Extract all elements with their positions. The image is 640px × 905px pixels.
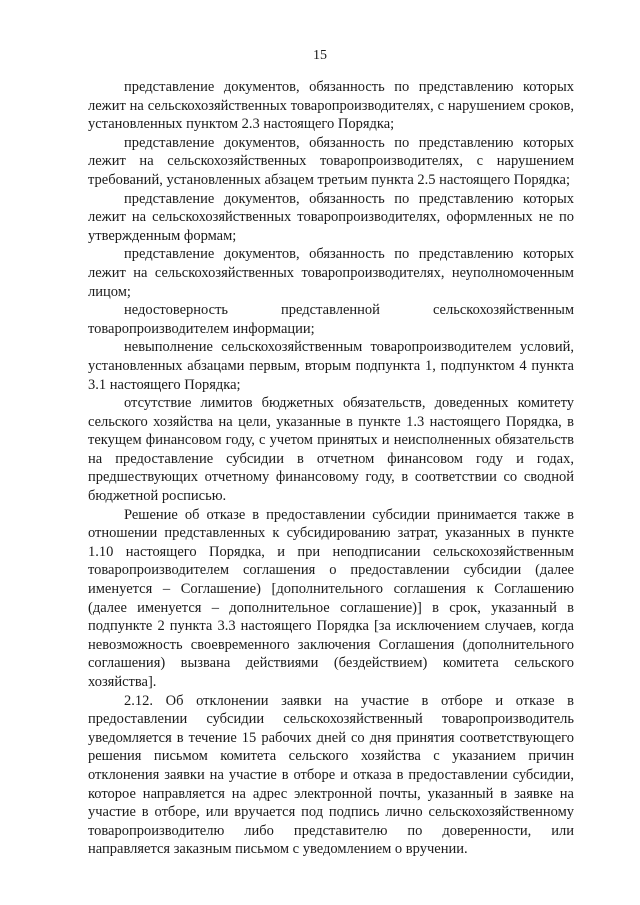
paragraph-2: представление документов, обязанность по представлению которых лежит на сельскохозяйственных товаропроизводителях, с нарушением требований, установленных абзацем третьим пункта 2.5 настоящего Порядка; bbox=[88, 134, 574, 188]
paragraph-9: 2.12. Об отклонении заявки на участие в отборе и отказе в предоставлении субсидии сельскохозяйственный товаропроизводитель уведомляется в течение 15 рабочих дней со дня принятия соответствующего решения письмом комитета сельского хозяйства с указанием причин отклонения заявки на участие в отборе и отказа в предоставлении субсидии, которое направляется на адрес электронной почты, указанный в заявке на участие в отборе, или вручается под подпись лично сельскохозяйственному товаропроизводителю либо представителю по доверенности, или направляется заказным письмом с уведомлением о вручении. bbox=[88, 692, 574, 858]
paragraph-7: отсутствие лимитов бюджетных обязательств, доведенных комитету сельского хозяйства на цели, указанные в пункте 1.3 настоящего Порядка, в текущем финансовом году, с учетом принятых и неисполненных обязательств на предоставление субсидии в отчетном финансовом году и годах, предшествующих отчетному финансовому году, в соответствии со сводной бюджетной росписью. bbox=[88, 395, 574, 505]
page-number: 15 bbox=[313, 48, 327, 63]
document-body bbox=[88, 78, 574, 859]
paragraph-4: представление документов, обязанность по представлению которых лежит на сельскохозяйственных товаропроизводителях, неуполномоченным лицом; bbox=[88, 246, 574, 300]
paragraph-8: Решение об отказе в предоставлении субсидии принимается также в отношении представленных к субсидированию затрат, указанных в пункте 1.10 настоящего Порядка, и при неподписании сельскохозяйственным товаропроизводителем соглашения о предоставлении субсидии (далее именуется – Соглашение) [дополнительного соглашения к Соглашению (далее именуется – дополнительное соглашение)] в срок, указанный в подпункте 2 пункта 3.3 настоящего Порядка [за исключением случаев, когда невозможность своевременного заключения Соглашения (дополнительного соглашения) вызвана действиями (бездействием) комитета сельского хозяйства]. bbox=[88, 506, 574, 690]
paragraph-5: недостоверность представленной сельскохозяйственным товаропроизводителем информации; bbox=[88, 302, 574, 337]
paragraph-3: представление документов, обязанность по представлению которых лежит на сельскохозяйственных товаропроизводителях, оформленных не по утвержденным формам; bbox=[88, 190, 574, 244]
paragraph-6: невыполнение сельскохозяйственным товаропроизводителем условий, установленных абзацами первым, вторым подпункта 1, подпунктом 4 пункта 3.1 настоящего Порядка; bbox=[88, 339, 574, 393]
paragraph-1: представление документов, обязанность по представлению которых лежит на сельскохозяйственных товаропроизводителях, с нарушением сроков, установленных пунктом 2.3 настоящего Порядка; bbox=[88, 79, 574, 133]
